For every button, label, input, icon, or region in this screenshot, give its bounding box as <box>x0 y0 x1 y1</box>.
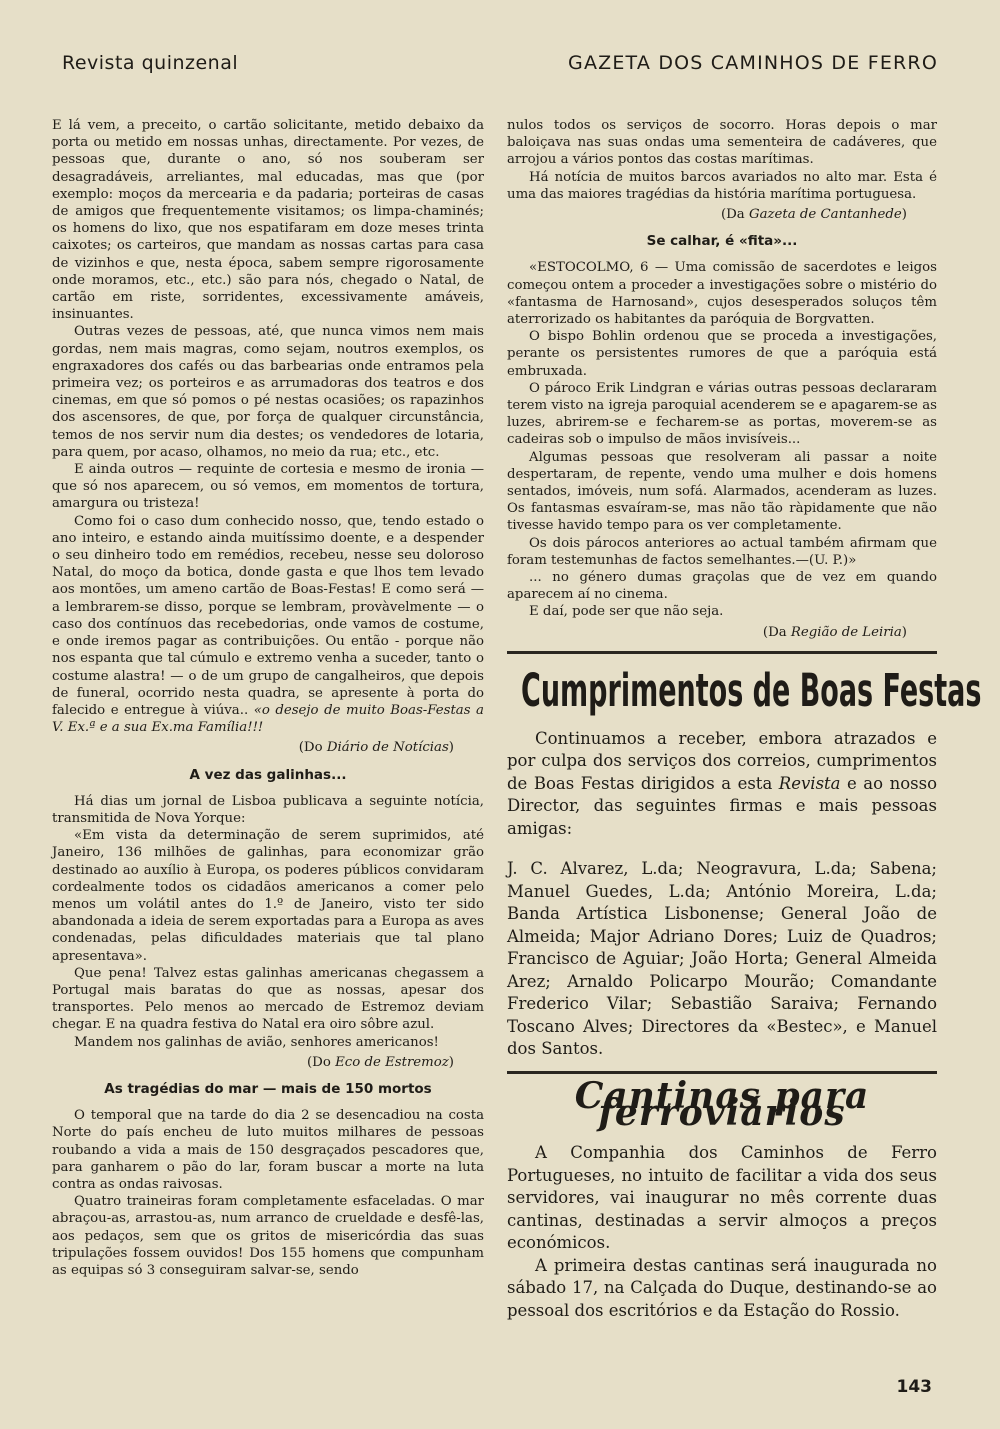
page-number: 143 <box>896 1377 932 1397</box>
section-divider <box>507 1071 937 1074</box>
paragraph: O bispo Bohlin ordenou que se proceda a investigações, perante os persistentes rumores de que a paróquia está embruxada. <box>507 329 937 379</box>
paragraph: A Companhia dos Caminhos de Ferro Portugueses, no intuito de facilitar a vida dos seus servidores, vai inaugurar no mês corrente duas cantinas, destinadas a servir almoços a preços económicos. <box>507 1143 937 1253</box>
page-header <box>62 52 938 82</box>
paragraph: ... no género dumas graçolas que de vez em quando aparecem aí no cinema. <box>507 570 937 603</box>
paragraph: Outras vezes de pessoas, até, que nunca vimos nem mais gordas, nem mais magras, como sejam, noutros exemplos, os engraxadores dos cafés ou das barbearias onde entramos pela primeira vez; os porteiros e as arrumadoras dos teatros e dos cinemas, em que só pomos o pé nestas ocasiões; os rapazinhos dos ascensores, de que, por força de qualquer circunstância, temos de nos servir num dia destes; os vendedores de lotaria, para quem, por acaso, olhamos, no meio da rua; etc., etc. <box>52 324 484 460</box>
paragraph: E daí, pode ser que não seja. <box>529 604 724 620</box>
section-heading: Se calhar, é «fita»... <box>646 233 798 250</box>
paragraph <box>52 513 484 737</box>
source-name: Eco de Estremoz <box>335 1054 449 1070</box>
paragraph: Há notícia de muitos barcos avariados no alto mar. Esta é uma das maiores tragédias da história marítima portuguesa. <box>507 169 937 202</box>
paragraph: Quatro traineiras foram completamente esfaceladas. O mar abraçou-as, arrastou-as, num arranco de crueldade e desfê-las, aos pedaços, sem que os gritos de misericórdia das suas tripulações fossem ouvidos! Dos 155 homens que compunham as equipas só 3 conseguiram salvar-se, sendo <box>52 1194 484 1278</box>
paragraph: Algumas pessoas que resolveram ali passar a noite despertaram, de repente, vendo uma mulher e dois homens sentados, imóveis, num sofá. Alarmados, acenderam as luzes. Os fantasmas esvaíram-se, mas não tão ràpidamente que não tivesse havido tempo para os ver completamente. <box>507 449 937 534</box>
paragraph-text: Como foi o caso dum conhecido nosso, que, tendo estado o ano inteiro, e estando ainda muitíssimo doente, e a despender o seu dinheiro todo em remédios, recebeu, nesse seu doloroso Natal, do moço da botica, donde gasta e que lhos tem levado aos montões, um ameno cartão de Boas-Festas! E como será — a lembrarem-se disso, porque se lembram, provàvelmente — o caso dos contínuos das recebedorias, onde vamos de costume, e onde iremos pagar as contribuições. Ou então - porque não nos espanta que tal cúmulo e extremo venha a suceder, tanto o costume alastra! — o de um grupo de cangalheiros, que depois de funeral, ocorrido nesta quadra, se apresente à porta do falecido e entregue à viúva.. <box>52 513 484 718</box>
boas-festas-body <box>507 728 937 1061</box>
revista-word: Revista <box>778 773 841 793</box>
left-column <box>52 117 484 1279</box>
paragraph: Os dois párocos anteriores ao actual também afirmam que foram testemunhas de factos semelhantes.—(U. P.)» <box>507 535 937 568</box>
paragraph: A primeira destas cantinas será inaugurada no sábado 17, na Calçada do Duque, destinando-se ao pessoal dos escritórios e da Estação do Rossio. <box>507 1255 937 1320</box>
running-head-left: Revista quinzenal <box>62 52 239 74</box>
paragraph: Mandem nos galinhas de avião, senhores americanos! <box>74 1034 439 1050</box>
paragraph: O temporal que na tarde do dia 2 se desencadiou na costa Norte do país encheu de luto muitos milhares de pessoas roubando a vida a mais de 150 desgraçados pescadores que, para ganharem o pão do lar, foram buscar a morte na luta contra as ondas raivosas. <box>52 1108 484 1192</box>
source-credit: (Da Gazeta de Cantanhede) <box>720 207 907 223</box>
paragraph: nulos todos os serviços de socorro. Horas depois o mar baloiçava nas suas ondas uma sementeira de cadáveres, que arrojou a vários pontos das costas marítimas. <box>507 118 937 168</box>
cantinas-body <box>507 1142 937 1322</box>
running-head-right: GAZETA DOS CAMINHOS DE FERRO <box>568 52 938 74</box>
section-divider <box>507 651 937 654</box>
paragraph: «Em vista da determinação de serem suprimidos, até Janeiro, 136 milhões de galinhas, para economizar grão destinado ao auxílio à Europa, os poderes públicos convidaram cordealmente todos os cidadãos americanos a comer pelo menos um volátil antes do 1.º de Janeiro, visto ter sido abandonada a ideia de serem exportadas para a Europa as aves condenadas, pelas dificuldades materiais que tal plano apresentava». <box>52 828 484 964</box>
paragraph: Há dias um jornal de Lisboa publicava a seguinte notícia, transmitida de Nova Yorque: <box>52 793 484 826</box>
source-name: Região de Leiria <box>790 624 902 640</box>
section-heading: As tragédias do mar — mais de 150 mortos <box>104 1080 432 1097</box>
source-credit: (Da Região de Leiria) <box>762 624 907 640</box>
firms-list: J. C. Alvarez, L.da; Neogravura, L.da; Sabena; Manuel Guedes, L.da; António Moreira, L.da; Banda Artística Lisbonense; General João de Almeida; Major Adriano Dores; Luiz de Quadros; Francisco de Aguiar; João Horta; General Almeida Arez; Arnaldo Policarpo Mourão; Comandante Frederico Vilar; Sebastião Saraiva; Fernando Toscano Alves; Directores da «Bestec», e Manuel dos Santos. <box>507 859 937 1059</box>
paragraph: O pároco Erik Lindgran e várias outras pessoas declararam terem visto na igreja paroquial acenderem se e apagarem-se as luzes, abrirem-se e fecharem-se as portas, moverem-se as cadeiras sob o impulso de mãos invisíveis... <box>507 380 937 448</box>
cantinas-title: Cantinas para ferroviários <box>574 1074 870 1135</box>
source-name: Gazeta de Cantanhede <box>748 207 902 223</box>
paragraph: «ESTOCOLMO, 6 — Uma comissão de sacerdotes e leigos começou ontem a proceder a investigações sobre o mistério do «fantasma de Harnosand», cujos desesperados soluços têm aterrorizado os habitantes da paróquia de Borgvatten. <box>507 260 937 328</box>
paragraph: E lá vem, a preceito, o cartão solicitante, metido debaixo da porta ou metido em nossas unhas, directamente. Por vezes, de pessoas que, durante o ano, só nos souberam ser desagradáveis, arreliantes, mal educadas, mas que (por exemplo: moços da mercearia e da padaria; porteiras de casas de amigos que frequentemente visitamos; os limpa-chaminés; os homens do lixo, que nos espatifaram em doze meses trinta caixotes; os carteiros, que mandam as nossas cartas para casa de vizinhos e que, nesta época, sabem sempre rigorosamente onde moramos, etc., etc.) são para nós, chegado o Natal, de cartão em riste, sorridentes, excessivamente amáveis, insinuantes. <box>52 118 484 323</box>
boas-festas-title: Cumprimentos de Boas Festas <box>521 663 982 717</box>
paragraph: Continuamos a receber, embora atrazados e por culpa dos serviços dos correios, cumprimentos de Boas Festas dirigidos a esta Revista e ao nosso Director, das seguintes firmas e mais pessoas amigas: <box>507 728 937 838</box>
section-heading: A vez das galinhas... <box>189 766 347 783</box>
paragraph: Que pena! Talvez estas galinhas americanas chegassem a Portugal mais baratas do que as nossas, apesar dos transportes. Pelo menos ao mercado de Estremoz deviam chegar. E na quadra festiva do Natal era oiro sôbre azul. <box>52 965 484 1033</box>
source-name: Diário de Notícias <box>326 740 449 756</box>
right-column <box>507 117 982 1322</box>
paragraph-quote: «o desejo de muito Boas-Festas a V. Ex.ª e a sua Ex.ma Família!!! <box>52 702 484 736</box>
source-credit: (Do Eco de Estremoz) <box>306 1054 454 1070</box>
paragraph: E ainda outros — requinte de cortesia e mesmo de ironia — que só nos aparecem, ou só vemos, em momentos de tortura, amargura ou tristeza! <box>52 462 484 512</box>
source-credit: (Do Diário de Notícias) <box>298 740 454 756</box>
